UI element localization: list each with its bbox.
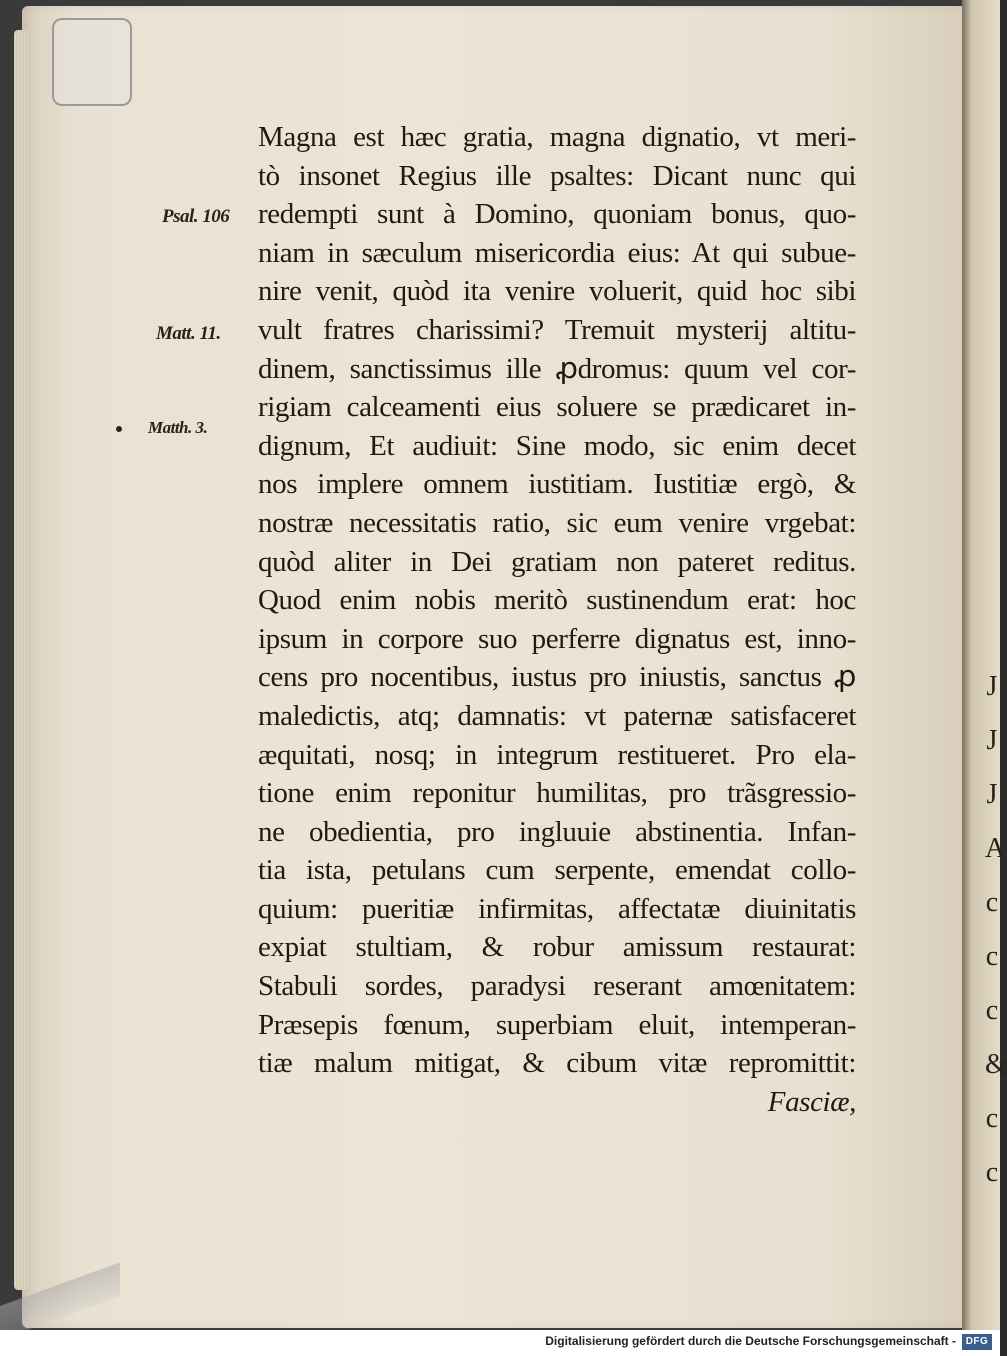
page-tab-marker [52,18,132,106]
text-line: cens pro nocentibus, iustus pro iniustis, sanctus ꝓ [258,661,856,694]
text-line: vult fratres charissimi? Tremuit mysterij altitu- [258,313,856,346]
text-line: redempti sunt à Domino, quoniam bonus, quo- [258,198,856,231]
text-line: æquitati, nosq; in integrum restitueret. Pro ela- [258,738,856,771]
text-line: dinem, sanctissimus ille ꝓdromus: quum vel cor- [258,352,856,385]
text-line: ipsum in corpore suo perferre dignatus est, inno- [258,622,856,655]
text-line: nostræ necessitatis ratio, sic eum venire vrgebat: [258,506,856,539]
text-line: ne obedientia, pro ingluuie abstinentia. Infan- [258,815,856,848]
text-line: expiat stultiam, & robur amissum restaurat: [258,931,856,964]
text-line: tò insonet Regius ille psaltes: Dicant nunc qui [258,159,856,192]
text-line: quium: pueritiæ infirmitas, affectatæ diuinitatis [258,892,856,925]
text-line: tiæ malum mitigat, & cibum vitæ repromittit: [258,1047,856,1080]
margin-note-matthew-3: Matth. 3. [148,418,208,437]
text-line: Magna est hæc gratia, magna dignatio, vt meri- [258,121,856,153]
text-line: tione enim reponitur humilitas, pro trãsgressio- [258,777,856,810]
text-line: Stabuli sordes, paradysi reserant amœnitatem: [258,970,856,1003]
text-line: niam in sæculum misericordia eius: At qui subue- [258,236,856,269]
page-edges [14,30,28,1290]
text-line: maledictis, atq; damnatis: vt paternæ satisfaceret [258,699,856,732]
body-text [258,118,856,1121]
text-line: quòd aliter in Dei gratiam non pateret reditus. [258,545,856,578]
margin-note-matthew-11: Matt. 11. [156,323,221,344]
dfg-logo[interactable]: DFG [962,1334,992,1350]
catchword: Fasciæ, [767,1085,856,1118]
text-line: nire venit, quòd ita venire voluerit, quid hoc sibi [258,275,856,308]
text-line: dignum, Et audiuit: Sine modo, sic enim decet [258,429,856,462]
funding-credit: Digitalisierung gefördert durch die Deutsche Forschungsgemeinschaft - [545,1334,956,1348]
footer-bar [0,1330,1000,1356]
margin-note-psalm: Psal. 106 [162,206,230,227]
text-line: Quod enim nobis meritò sustinendum erat: hoc [258,584,856,617]
text-line: Præsepis fœnum, superbiam eluit, intemperan- [258,1008,856,1041]
text-line: rigiam calceamenti eius soluere se prædicaret in- [258,391,856,424]
text-line: nos implere omnem iustitiam. Iustitiæ ergò, & [258,468,856,501]
facing-page-letters: J J J A c c c & c c [985,671,1007,1188]
text-line: tia ista, petulans cum serpente, emendat collo- [258,854,856,887]
page-clip [0,1260,120,1330]
margin-bullet [116,426,122,432]
